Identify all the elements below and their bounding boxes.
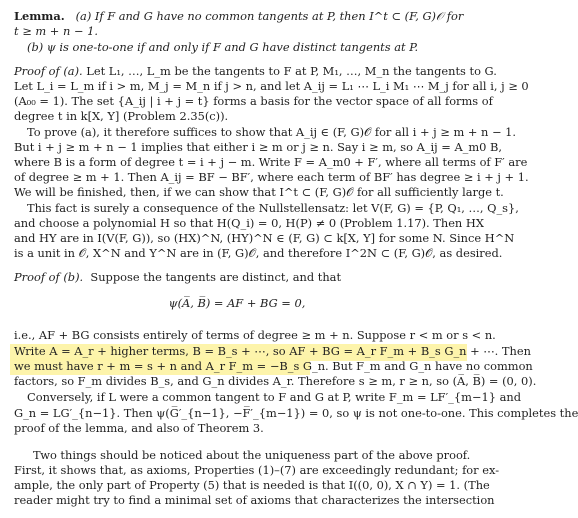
proof-b-label: Proof of (b). xyxy=(14,270,84,284)
proof-b-line-1: Proof of (b). Suppose the tangents are distinct, and that xyxy=(14,270,342,284)
proof-a-line-3: (A₀₀ = 1). The set {A_ij | i + j = t} forms a basis for the vector space of all forms of xyxy=(14,94,493,108)
lemma-line-1 xyxy=(14,9,464,24)
proof-a-line-1: Proof of (a). Let L₁, …, L_m be the tangents to F at P, M₁, …, M_n the tangents to G. xyxy=(14,64,497,78)
proof-b-line-5: factors, so F_m divides B_s, and G_n divides A_r. Therefore s ≥ m, r ≥ n, so (A̅, B̅) = (0, 0). xyxy=(14,374,537,388)
closing-line-1: Two things should be noticed about the uniqueness part of the above proof. xyxy=(33,448,471,462)
proof-a-para3-line-3: and HY are in I(V(F, G)), so (HX)^N, (HY)^N ∈ (F, G) ⊂ k[X, Y] for some N. Since H^N xyxy=(14,231,515,245)
proof-a-para3-line-2: and choose a polynomial H so that H(Q_i) = 0, H(P) ≠ 0 (Problem 1.17). Then HX xyxy=(14,216,484,230)
proof-a-para2-line-5: We will be finished, then, if we can show that I^t ⊂ (F, G)𝒪 for all sufficiently large t. xyxy=(14,185,504,199)
proof-b-line-3-highlighted: Write A = A_r + higher terms, B = B_s + ⋯, so AF + BG = A_r F_m + B_s G_n + ⋯. Then xyxy=(14,344,531,358)
proof-a-line-2: Let L_i = L_m if i > m, M_j = M_n if j > n, and let A_ij = L₁ ⋯ L_i M₁ ⋯ M_j for all i, j ≥ 0 xyxy=(14,79,529,93)
proof-a-label: Proof of (a). xyxy=(14,64,83,78)
proof-a-line-4: degree t in k[X, Y] (Problem 2.35(c)). xyxy=(14,109,229,123)
proof-b-line-4-highlighted: we must have r + m = s + n and A_r F_m = −B_s G_n. But F_m and G_n have no common xyxy=(14,359,533,373)
proof-a-para3-line-1: This fact is surely a consequence of the Nullstellensatz: let V(F, G) = {P, Q₁, …, Q_s}, xyxy=(27,201,519,215)
proof-b-para2-line-3: proof of the lemma, and also of Theorem 3. xyxy=(14,421,264,435)
closing-line-2: First, it shows that, as axioms, Properties (1)–(7) are exceedingly redundant; for ex- xyxy=(14,463,500,477)
lemma-statement-a: (a) If F and G have no common tangents at P, then I^t ⊂ (F, G)𝒪 for xyxy=(75,9,464,23)
proof-a-para2-line-3: where B is a form of degree t = i + j − m. Write F = A_m0 + F′, where all terms of F′ are xyxy=(14,155,528,169)
proof-b-line-2: i.e., AF + BG consists entirely of terms of degree ≥ m + n. Suppose r < m or s < n. xyxy=(14,328,496,342)
proof-b-para2-line-2: G_n = LG′_{n−1}. Then ψ(G̅′_{n−1}, −F̅′_{m−1}) = 0, so ψ is not one-to-one. This completes the xyxy=(14,406,578,420)
proof-a-para2-line-1: To prove (a), it therefore suffices to show that A_ij ∈ (F, G)𝒪 for all i + j ≥ m + n − 1. xyxy=(27,125,517,139)
proof-b-equation: ψ(A̅, B̅) = AF + BG = 0, xyxy=(168,296,306,310)
proof-b-para2-line-1: Conversely, if L were a common tangent to F and G at P, write F_m = LF′_{m−1} and xyxy=(27,390,521,404)
proof-a-para2-line-4: of degree ≥ m + 1. Then A_ij = BF − BF′, where each term of BF′ has degree ≥ i + j + 1. xyxy=(14,170,529,184)
lemma-line-2: t ≥ m + n − 1. xyxy=(14,24,98,38)
closing-line-3: ample, the only part of Property (5) that is needed is that I((0, 0), X ∩ Y) = 1. (The xyxy=(14,478,490,492)
lemma-heading: Lemma. xyxy=(14,9,65,23)
closing-line-4: reader might try to find a minimal set of axioms that characterizes the intersection xyxy=(14,493,495,507)
proof-a-para2-line-2: But i + j ≥ m + n − 1 implies that either i ≥ m or j ≥ n. Say i ≥ m, so A_ij = A_m0 B, xyxy=(14,140,503,154)
proof-a-para3-line-4: is a unit in 𝒪, X^N and Y^N are in (F, G)𝒪, and therefore I^2N ⊂ (F, G)𝒪, as desired. xyxy=(14,246,503,260)
lemma-statement-b: (b) ψ is one-to-one if and only if F and G have distinct tangents at P. xyxy=(27,40,419,54)
